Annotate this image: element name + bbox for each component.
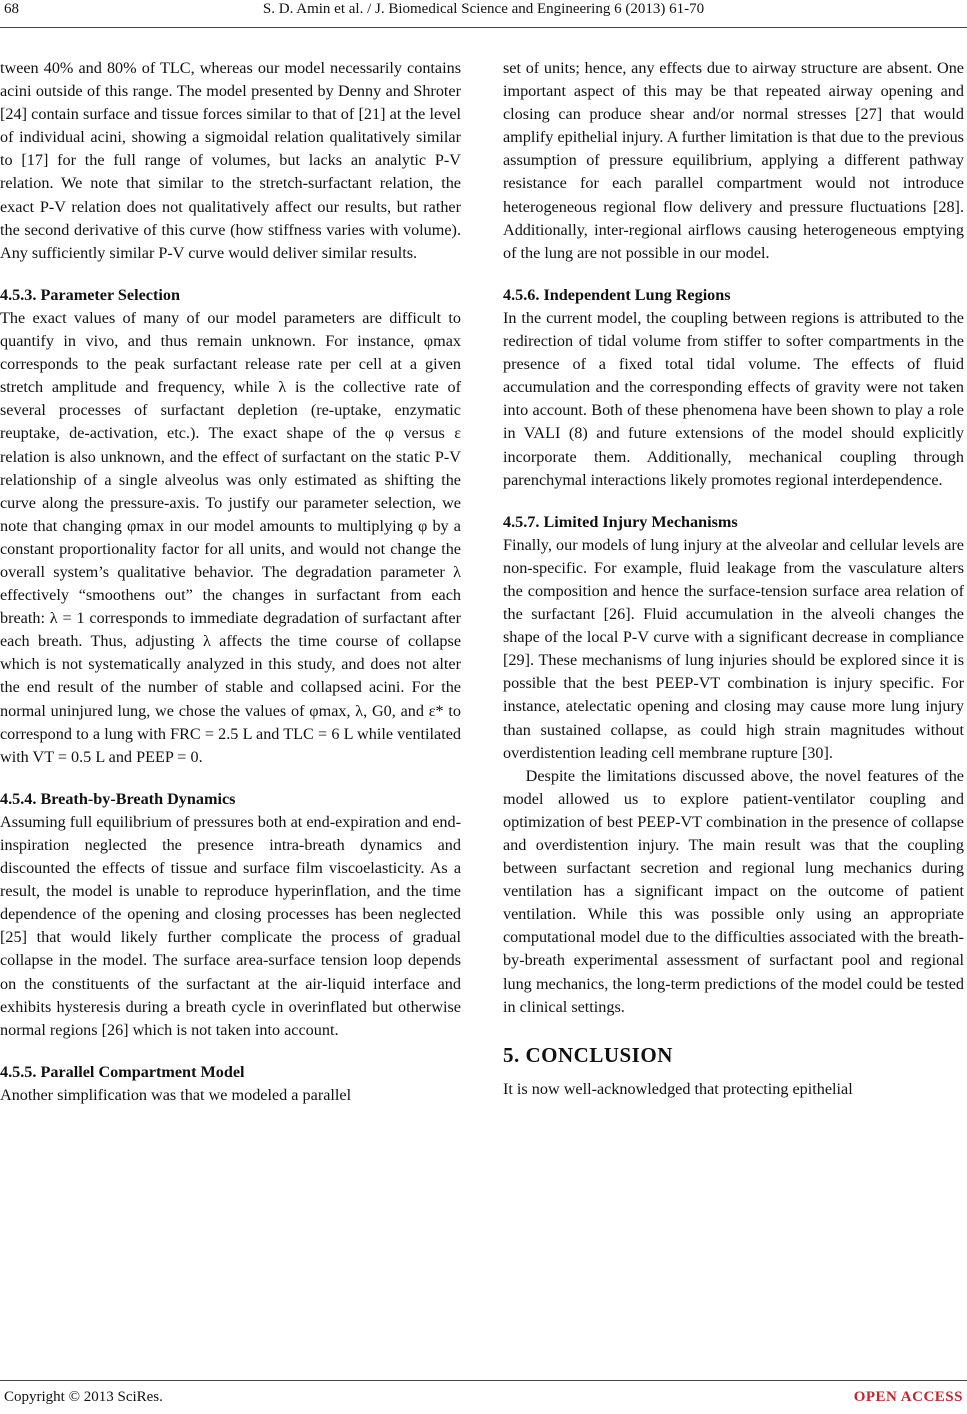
- section-heading-4-5-5: 4.5.5. Parallel Compartment Model: [0, 1062, 245, 1081]
- page-footer: [0, 1387, 967, 1409]
- paragraph-right-1: set of units; hence, any effects due to airway structure are absent. One important aspect of this may be that repeated airway opening and closing can produce shear and/or normal stresses [27] that would amplify epithelial injury. A further limitation is that due to the previous assumption of pressure equilibrium, applying a different pathway resistance for each parallel compartment would not introduce heterogeneous regional flow delivery and pressure fluctuations [28]. Additionally, inter-regional airflows causing heterogeneous emptying of the lung are not possible in our model.: [503, 59, 964, 262]
- paragraph-right-5: It is now well-acknowledged that protecting epithelial: [503, 1079, 853, 1098]
- running-title: S. D. Amin et al. / J. Biomedical Science and Engineering 6 (2013) 61-70: [262, 1, 705, 17]
- copyright-notice: Copyright © 2013 SciRes.: [4, 1389, 163, 1405]
- footer-rule: [0, 1380, 967, 1381]
- open-access-label: OPEN ACCESS: [853, 1389, 963, 1405]
- paragraph-right-4: Despite the limitations discussed above, the novel features of the model allowed us to explore patient-ventilator coupling and optimization of best PEEP-VT combination in the presence of collapse and overdistention injury. The main result was that the coupling between surfactant secretion and regional lung mechanics during ventilation has a significant impact on the outcome of patient ventilation. While this was possible only using an appropriate computational model due to the difficulties associated with the breath-by-breath experimental assessment of surfactant pool and regional lung mechanics, the long-term predictions of the model could be tested in clinical settings.: [503, 766, 964, 1016]
- paragraph-left-2: The exact values of many of our model parameters are difficult to quantify in vivo, and thus remain unknown. For instance, φmax corresponds to the peak surfactant release rate per cell at a given stretch amplitude and frequency, while λ is the collective rate of several processes of surfactant depletion (re-uptake, enzymatic reuptake, de-activation, etc.). The exact shape of the φ versus ε relation is also unknown, and the effect of surfactant on the static P-V relationship of a single alveolus was only estimated as shifting the curve along the pressure-axis. To justify our parameter selection, we note that changing φmax in our model amounts to multiplying φ by a constant proportionality factor for all units, and would not change the overall system’s qualitative behavior. The degradation parameter λ effectively “smoothens out” the changes in surfactant from each breath: λ = 1 corresponds to immediate degradation of surfactant after each breath. Thus, adjusting λ affects the time course of collapse which is not systematically analyzed in this study, and does not alter the end result of the number of stable and collapsed acini. For the normal uninjured lung, we chose the values of φmax, λ, G0, and ε* to correspond to a lung with FRC = 2.5 L and TLC = 6 L while ventilated with VT = 0.5 L and PEEP = 0.: [0, 308, 461, 766]
- paragraph-right-3: Finally, our models of lung injury at the alveolar and cellular levels are non-specific. For example, fluid leakage from the vasculature alters the composition and hence the surface-tension surface area relation of the surfactant [26]. Fluid accumulation in the alveoli changes the shape of the local P-V curve with a significant decrease in compliance [29]. These mechanisms of lung injuries should be explored since it is possible that the best PEEP-VT combination is injury specific. For instance, atelectatic opening and closing may cause more lung injury than sustained collapse, as could high strain magnitudes without overdistention leading cell membrane rupture [30].: [503, 535, 964, 762]
- section-heading-4-5-7: 4.5.7. Limited Injury Mechanisms: [503, 512, 738, 531]
- header-rule: [0, 27, 967, 28]
- paragraph-left-1: tween 40% and 80% of TLC, whereas our model necessarily contains acini outside of this range. The model presented by Denny and Shroter [24] contain surface and tissue forces similar to that of [21] at the level of individual acini, showing a sigmoidal relation qualitatively similar to [17] for the full range of volumes, but lacks an analytic P-V relation. We note that similar to the stretch-surfactant relation, the exact P-V relation does not qualitatively affect our results, but rather the second derivative of this curve (how stiffness varies with volume). Any sufficiently similar P-V curve would deliver similar results.: [0, 59, 461, 262]
- paragraph-left-3: Assuming full equilibrium of pressures both at end-expiration and end-inspiration neglected the presence intra-breath dynamics and discounted the effects of tissue and surface film viscoelasticity. As a result, the model is unable to reproduce hyperinflation, and the time dependence of the opening and closing processes has been neglected [25] that would likely further complicate the process of gradual collapse in the model. The surface area-surface tension loop depends on the constituents of the surfactant at the air-liquid interface and exhibits hysteresis during a breath cycle in overinflated but otherwise normal regions [26] which is not taken into account.: [0, 812, 461, 1039]
- page-number: 68: [4, 1, 19, 17]
- left-column: [0, 57, 461, 1107]
- paragraph-left-4: Another simplification was that we modeled a parallel: [0, 1085, 352, 1104]
- section-heading-conclusion: 5. CONCLUSION: [503, 1042, 673, 1067]
- right-column: [503, 57, 964, 1101]
- section-heading-4-5-3: 4.5.3. Parameter Selection: [0, 285, 180, 304]
- section-heading-4-5-4: 4.5.4. Breath-by-Breath Dynamics: [0, 789, 236, 808]
- section-heading-4-5-6: 4.5.6. Independent Lung Regions: [503, 285, 731, 304]
- paragraph-right-2: In the current model, the coupling between regions is attributed to the redirection of tidal volume from stiffer to softer compartments in the presence of a fixed total tidal volume. The effects of fluid accumulation and the corresponding effects of gravity were not taken into account. Both of these phenomena have been shown to play a role in VALI (8) and future extensions of the model should explicitly incorporate them. Additionally, mechanical coupling through parenchymal interactions likely promotes regional interdependence.: [503, 308, 964, 489]
- running-header: [0, 0, 967, 34]
